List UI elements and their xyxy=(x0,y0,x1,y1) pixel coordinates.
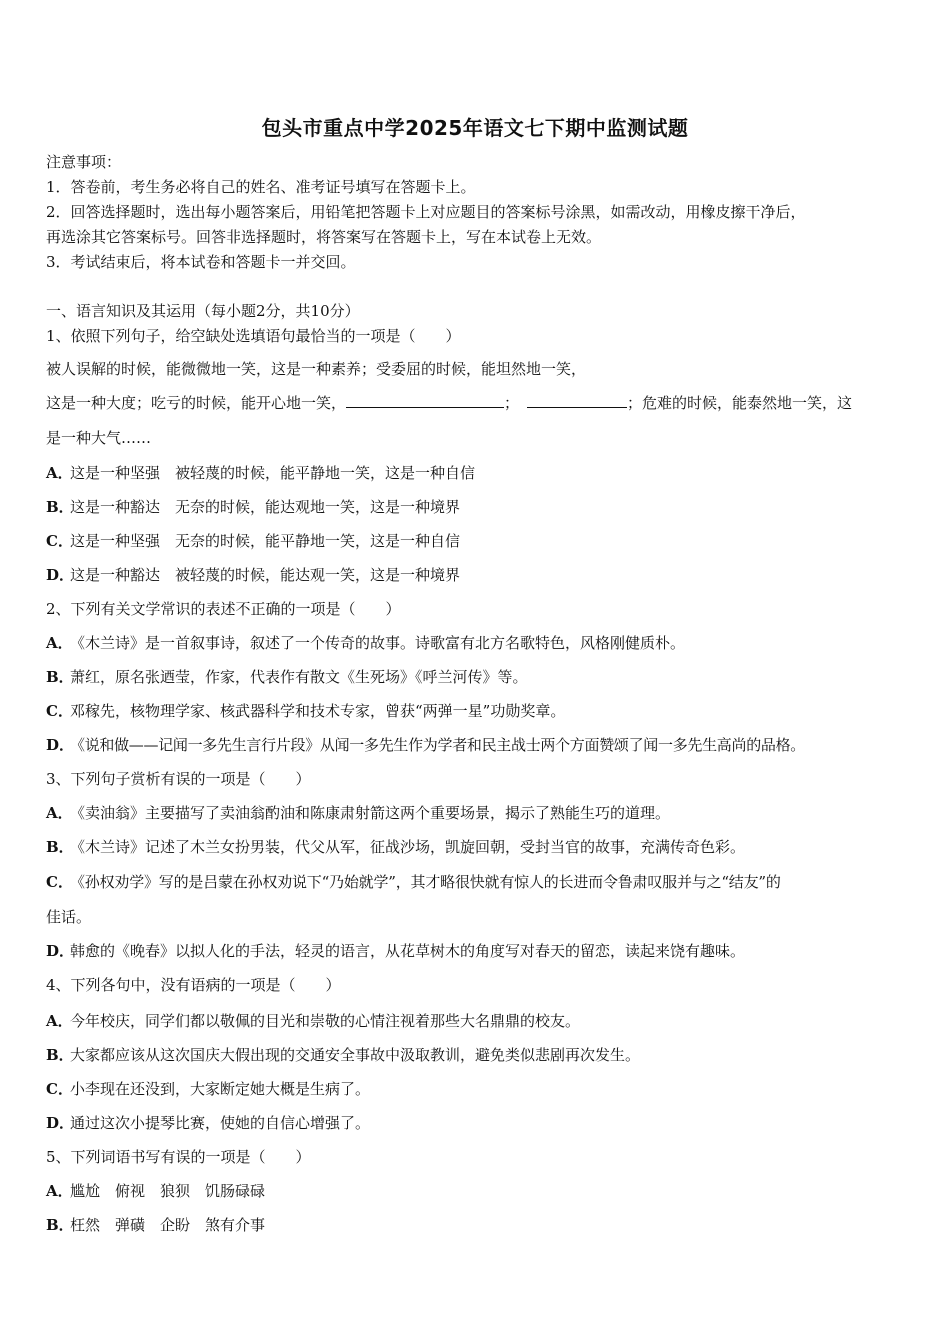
q1-stem: 1、依照下列句子，给空缺处选填语句最恰当的一项是（ ） xyxy=(46,327,461,345)
option-text: 《木兰诗》是一首叙事诗，叙述了一个传奇的故事。诗歌富有北方名歌特色，风格刚健质朴。 xyxy=(70,634,686,652)
q3-option-d[interactable] xyxy=(46,941,745,961)
option-letter: D． xyxy=(46,566,75,584)
option-letter: A． xyxy=(46,804,73,822)
q1-blank-2 xyxy=(527,393,627,408)
q3-option-a[interactable] xyxy=(46,803,670,823)
option-letter: A． xyxy=(46,1182,73,1200)
option-letter: A． xyxy=(46,464,73,482)
option-letter: D． xyxy=(46,736,75,754)
option-text: 这是一种坚强 无奈的时候，能平静地一笑，这是一种自信 xyxy=(70,532,461,550)
option-text: 《孙权劝学》写的是吕蒙在孙权劝说下“乃始就学”，其才略很快就有惊人的长进而令鲁肃叹服并与之“结友”的 xyxy=(70,873,781,891)
option-letter: D． xyxy=(46,942,75,960)
q1-passage-line-1: 被人误解的时候，能微微地一笑，这是一种素养；受委屈的时候，能坦然地一笑， xyxy=(46,360,587,378)
option-letter: B． xyxy=(46,668,74,686)
q2-option-c[interactable] xyxy=(46,701,565,721)
q4-option-a[interactable] xyxy=(46,1011,580,1031)
option-text: 《说和做——记闻一多先生言行片段》从闻一多先生作为学者和民主战士两个方面赞颂了闻一多先生高尚的品格。 xyxy=(70,736,806,754)
option-letter: C． xyxy=(46,532,73,550)
option-letter: B． xyxy=(46,838,74,856)
notice-heading: 注意事项： xyxy=(46,153,122,171)
section-heading: 一、语言知识及其运用（每小题2分，共10分） xyxy=(46,302,360,320)
option-text: 这是一种豁达 被轻蔑的时候，能达观一笑，这是一种境界 xyxy=(70,566,461,584)
q4-option-c[interactable] xyxy=(46,1079,370,1099)
q2-option-d[interactable] xyxy=(46,735,805,755)
option-letter: C． xyxy=(46,873,73,891)
q5-option-b[interactable] xyxy=(46,1215,265,1235)
option-letter: C． xyxy=(46,1080,73,1098)
q1-option-c[interactable] xyxy=(46,531,460,551)
exam-title: 包头市重点中学2025年语文七下期中监测试题 xyxy=(261,116,689,140)
option-text: 大家都应该从这次国庆大假出现的交通安全事故中汲取教训，避免类似悲剧再次发生。 xyxy=(70,1046,641,1064)
notice-item-1: 1．答卷前，考生务必将自己的姓名、准考证号填写在答题卡上。 xyxy=(46,178,476,196)
option-text: 尴尬 俯视 狼狈 饥肠碌碌 xyxy=(70,1182,266,1200)
option-text: 韩愈的《晚春》以拟人化的手法，轻灵的语言，从花草树木的角度写对春天的留恋，读起来饶有趣味。 xyxy=(70,942,746,960)
option-text: 枉然 弹磺 企盼 煞有介事 xyxy=(70,1216,266,1234)
q1-option-b[interactable] xyxy=(46,497,460,517)
option-text: 今年校庆，同学们都以敬佩的目光和崇敬的心情注视着那些大名鼎鼎的校友。 xyxy=(70,1012,581,1030)
q1-passage-line-3: 是一种大气…… xyxy=(46,429,152,447)
q3-option-c[interactable] xyxy=(46,872,781,892)
notice-item-2-cont: 再选涂其它答案标号。回答非选择题时，将答案写在答题卡上，写在本试卷上无效。 xyxy=(46,228,602,246)
option-letter: B． xyxy=(46,1216,74,1234)
q3-stem: 3、下列句子赏析有误的一项是（ ） xyxy=(46,770,311,788)
option-text: 《卖油翁》主要描写了卖油翁酌油和陈康肃射箭这两个重要场景，揭示了熟能生巧的道理。 xyxy=(70,804,671,822)
q2-option-a[interactable] xyxy=(46,633,685,653)
option-text: 这是一种坚强 被轻蔑的时候，能平静地一笑，这是一种自信 xyxy=(70,464,476,482)
q2-stem: 2、下列有关文学常识的表述不正确的一项是（ ） xyxy=(46,600,401,618)
option-letter: C． xyxy=(46,702,73,720)
q3-option-c-cont: 佳话。 xyxy=(46,908,92,926)
notice-item-2: 2．回答选择题时，选出每小题答案后，用铅笔把答题卡上对应题目的答案标号涂黑，如需改动，用橡皮擦干净后， xyxy=(46,203,806,221)
q5-stem: 5、下列词语书写有误的一项是（ ） xyxy=(46,1148,311,1166)
option-text: 小李现在还没到，大家断定她大概是生病了。 xyxy=(70,1080,371,1098)
option-text: 《木兰诗》记述了木兰女扮男装，代父从军，征战沙场，凯旋回朝，受封当官的故事，充满传奇色彩。 xyxy=(70,838,746,856)
option-letter: D． xyxy=(46,1114,75,1132)
option-text: 萧红，原名张迺莹，作家，代表作有散文《生死场》《呼兰河传》等。 xyxy=(70,668,528,686)
q2-option-b[interactable] xyxy=(46,667,528,687)
q1-blank-1 xyxy=(346,393,504,408)
q1-passage-part-c: ；危难的时候，能泰然地一笑，这 xyxy=(627,394,853,412)
q1-passage-part-b: ； xyxy=(504,394,520,412)
q5-option-a[interactable] xyxy=(46,1181,265,1201)
q3-option-b[interactable] xyxy=(46,837,745,857)
option-text: 这是一种豁达 无奈的时候，能达观地一笑，这是一种境界 xyxy=(70,498,461,516)
option-text: 邓稼先，核物理学家、核武器科学和技术专家，曾获“两弹一星”功勋奖章。 xyxy=(70,702,566,720)
q4-option-d[interactable] xyxy=(46,1113,370,1133)
q4-stem: 4、下列各句中，没有语病的一项是（ ） xyxy=(46,976,341,994)
q1-passage-line-2 xyxy=(46,393,852,413)
option-letter: A． xyxy=(46,634,73,652)
option-letter: B． xyxy=(46,1046,74,1064)
q1-option-d[interactable] xyxy=(46,565,460,585)
option-letter: B． xyxy=(46,498,74,516)
notice-item-3: 3．考试结束后，将本试卷和答题卡一并交回。 xyxy=(46,253,356,271)
q1-passage-part-a: 这是一种大度；吃亏的时候，能开心地一笑， xyxy=(46,394,347,412)
q1-option-a[interactable] xyxy=(46,463,475,483)
q4-option-b[interactable] xyxy=(46,1045,640,1065)
option-text: 通过这次小提琴比赛，使她的自信心增强了。 xyxy=(70,1114,371,1132)
option-letter: A． xyxy=(46,1012,73,1030)
